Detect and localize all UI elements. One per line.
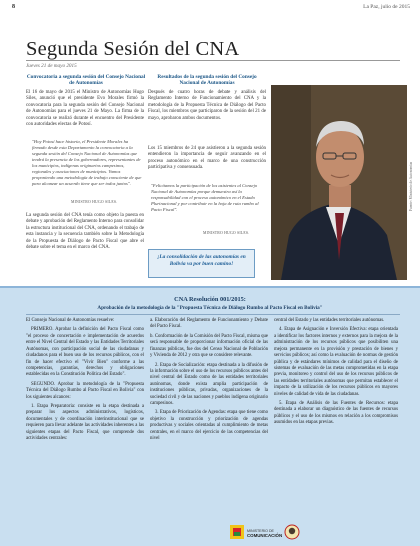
footer-logos [230,523,300,541]
title-rule [26,60,400,61]
resolution-paragraph: 1. Etapa Preparatoria: consiste en la etapa destinada a preparar los aspectos administrativos, logísticos, documentales y de coordinación interinstitucional que se requieren para llevar adelante las actividades inherentes a las siguientes etapas del Pacto Fiscal, que comprende dos actividades centrales: [26,404,144,442]
paragraph-convocatoria: El 16 de mayo de 2015 el Ministro de Autonomías Hugo Siles, anunció que el presidente Evo Morales firmó la convocatoria para la segunda sesión del Consejo Nacional de Autonomías para el jueves 21 de Mayo. La firma de la convocatoria se realizó durante el encuentro del Presidente con autoridades electas de Potosí. [26,90,144,128]
resolution-paragraph: PRIMERO. Aprobar la definición del Pacto Fiscal como "el proceso de concertación e implementación de acuerdos entre el Nivel Central del Estado y las Entidades Territoriales Autónomas, con participación social de las ciudadanas y ciudadanos para el buen uso de los recursos públicos, con el fin de hacer efectivo el "Vivir Bien" conforme a las competencias, garantías, derechos y obligaciones establecidas en la Constitución Política del Estado". [26,327,144,378]
resolution-paragraph: b. Conformación de la Comisión del Pacto Fiscal, misma que será responsable de proporcionar información oficial de las finanzas públicas, fue dos del Censo Nacional de Población y Vivienda de 2012 y otra que se considere relevante. [150,333,268,359]
resolution-paragraph: 4. Etapa de Asignación e Inversión Efectiva: etapa orientada a identificar los factores internos y externos para la mejora de la administración de los recursos públicos que posibiliten una mejora permanente en la provisión y prestación de bienes y servicios públicos; así como la evaluación de normas de gestión pública y de estándares mínimos de calidad para el diseño de sistemas de evaluación de las metas comprometidas en la etapa previa, monitoreo y control del uso de los recursos públicos de las entidades territoriales autónomas que permitan establecer el impacto de la utilización de los recursos públicos en mayores niveles de calidad de vida de las ciudadanas. [274,327,398,397]
resolution-paragraph: 2. Etapa de Socialización: etapa destinada a la difusión de la información sobre el uso de los recursos públicos antes del nivel central del Estado como de las entidades territoriales autónomas, donde exista amplia participación de instituciones públicas, privadas, organizaciones de la sociedad civil y de las naciones y pueblos indígena originario campesinos. [150,362,268,407]
resolution-paragraph: a. Elaboración del Reglamento de Funcionamiento y Debate del Pacto Fiscal. [150,318,268,330]
resolution-paragraph: 5. Etapa de Análisis de las Fuentes de Recursos: etapa destinada a elaborar un diagnóstico de las fuentes de recursos públicos y el uso de los mismos en relación a los compromisos asumidos en las etapas previas. [274,401,398,426]
quote-siles-1: "Hoy Potosí hace historia, el Presidente Morales ha firmado desde esta Departamento la convocatoria a la segunda sesión del Consejo Nacional de Autonomías que tendrá la presencia de los gobernadores, representantes de los municipios, indígenas originarios campesinos, regionales y asociaciones de municipios. Vamos proponiendo una metodología de trabajo consciente de que para alcanzar un acuerdo tiene que ser todos juntos". [32,139,142,186]
callout-box: ¡La consolidación de las autonomías en Bolivia va por buen camino! [148,249,255,278]
resolution-subtitle: Aprobación de la metodología de la "Propuesta Técnica de Diálogo Rumbo al Pacto Fiscal en Bolivia" [97,305,323,311]
resolution-top-rule [0,286,420,288]
resolution-column-3 [274,318,398,430]
subhead-convocatoria: Convocatoria a segunda sesión del Consejo Nacional de Autonomías [26,74,146,87]
resolution-rule [26,314,400,315]
paragraph-objetivo: La segunda sesión del CNA tenía como objeto la puesta en debate y aprobación del Reglamento Interno para consolidar la estructura institucional del CNA, ordenando el trabajo de esta instancia y la secuencia también sobre la Metodología de la Propuesta de Diálogo de Pacto Fiscal que abre el debate sobre el tema en el marco del CNA. [26,213,145,251]
quote-siles-2: "Felicitamos la participación de los asistentes al Consejo Nacional de Autonomías porque demuestra así la responsabilidad con el proceso autonómico en el Estado Plurinacional y por contribuir en la hoja de ruta rumbo al Pacto Fiscal". [151,183,259,212]
resolution-column-2 [150,318,268,446]
resolution-paragraph: El Consejo Nacional de Autonomías resuelve: [26,318,115,323]
svg-text:COMUNICACIÓN: COMUNICACIÓN [247,533,283,538]
paragraph-resultados: Después de cuatro horas de debate y análisis del Reglamento Interno de Funcionamiento del CNA y la metodología de la Propuesta Técnica de Diálogo del Pacto Fiscal, los miembros que participaron de la sesión del 21 de mayo, aprobaron ambos documentos. [148,90,266,121]
minister-photo [271,85,407,280]
article-date: Jueves 21 de mayo 2015 [26,63,77,69]
issue-date: La Paz, julio de 2015 [363,4,410,10]
resolution-title: CNA Resolución 001/2015: [174,296,246,303]
ministry-logo [230,523,300,541]
photo-credit: Fuente: Ministerio de Autonomías [409,161,413,211]
resolution-paragraph: central del Estado y las entidades territoriales autónomas. [274,318,385,323]
resolution-paragraph: SEGUNDO. Aprobar la metodología de la "Propuesta Técnica del Diálogo Rumbo al Pacto Fiscal en Bolivia" con los siguientes alcances: [26,381,144,400]
svg-text:MINISTERIO DE: MINISTERIO DE [247,529,274,533]
article-title: Segunda Sesión del CNA [26,38,240,60]
resolution-column-1 [26,318,144,446]
subhead-resultados: Resultados de la segunda sesión del Consejo Nacional de Autonomías [157,74,257,87]
paragraph-miembros: Los 15 miembros de 24 que asistieron a la segunda sesión entendieron la importancia de seguir avanzando en el proceso autonómico en el marco de una construcción participativa y consensuada. [148,146,266,171]
page-header [12,4,410,18]
page-number: 8 [12,4,15,10]
signature-siles-2: MINISTRO HUGO SILES. [203,231,250,235]
resolution-paragraph: 3. Etapa de Priorización de Agendas: etapa que tiene como objetivo la construcción y priorización de agendas productivas y sociales orientadas al cumplimiento de metas centrales, en el marco del ejercicio de las competencias del nivel [150,410,268,442]
signature-siles-1: MINISTRO HUGO SILES. [71,200,118,204]
